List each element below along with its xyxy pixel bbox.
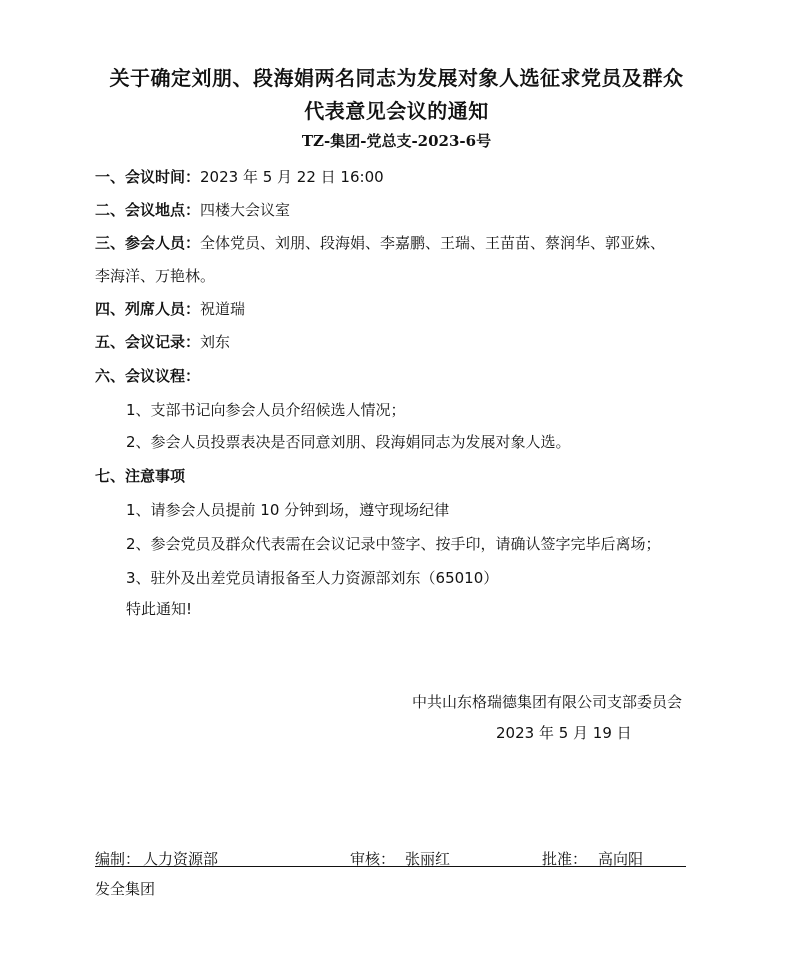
agenda-entry-2: 2、参会人员投票表决是否同意刘朋、段海娟同志为发展对象人选。 — [126, 433, 571, 451]
observers-item — [95, 298, 245, 319]
signature-date: 2023 年 5 月 19 日 — [496, 724, 632, 742]
agenda-item — [95, 365, 200, 386]
compiled-by-value: 人力资源部 — [143, 850, 219, 868]
reviewed-by-value: 张丽红 — [405, 850, 451, 868]
closing-text: 特此通知! — [126, 600, 193, 618]
meeting-location-item — [95, 199, 290, 220]
approved-by-value: 高向阳 — [598, 850, 644, 868]
reviewed-by-label: 审核： — [350, 850, 396, 868]
attendees-continuation: 李海洋、万艳林。 — [95, 267, 216, 285]
observers-value: 祝道瑞 — [200, 300, 246, 318]
title-line-1: 关于确定刘朋、段海娟两名同志为发展对象人选征求党员及群众 — [109, 66, 684, 90]
minutes-value: 刘东 — [200, 333, 231, 351]
meeting-location-value: 四楼大会议室 — [200, 201, 291, 219]
document-number: TZ-集团-党总支-2023-6号 — [301, 132, 492, 150]
meeting-time-label: 一、会议时间： — [95, 168, 201, 186]
note-entry-2: 2、参会党员及群众代表需在会议记录中签字、按手印，请确认签字完毕后离场； — [126, 535, 661, 553]
attendees-value: 全体党员、刘朋、段海娟、李嘉鹏、王瑞、王苗苗、蔡润华、郭亚姝、 — [200, 234, 666, 252]
compiled-by-label: 编制： — [95, 850, 141, 868]
observers-label: 四、列席人员： — [95, 300, 201, 318]
agenda-entry-1: 1、支部书记向参会人员介绍候选人情况； — [126, 401, 406, 419]
approved-by-label: 批准： — [542, 850, 588, 868]
meeting-time-value: 2023 年 5 月 22 日 16:00 — [200, 168, 384, 186]
title-line-2: 代表意见会议的通知 — [304, 99, 489, 123]
meeting-time-item — [95, 166, 384, 187]
note-entry-3: 3、驻外及出差党员请报备至人力资源部刘东（65010） — [126, 569, 499, 587]
minutes-item — [95, 331, 230, 352]
footer-approval-row — [95, 848, 686, 867]
attendees-item — [95, 232, 665, 253]
attendees-label: 三、参会人员： — [95, 234, 201, 252]
agenda-label: 六、会议议程： — [95, 367, 201, 385]
signature-organization: 中共山东格瑞德集团有限公司支部委员会 — [412, 693, 683, 711]
footer-company: 发全集团 — [95, 880, 156, 898]
minutes-label: 五、会议记录： — [95, 333, 201, 351]
notes-heading: 七、注意事项 — [95, 467, 186, 485]
meeting-location-label: 二、会议地点： — [95, 201, 201, 219]
note-entry-1: 1、请参会人员提前 10 分钟到场，遵守现场纪律 — [126, 501, 450, 519]
